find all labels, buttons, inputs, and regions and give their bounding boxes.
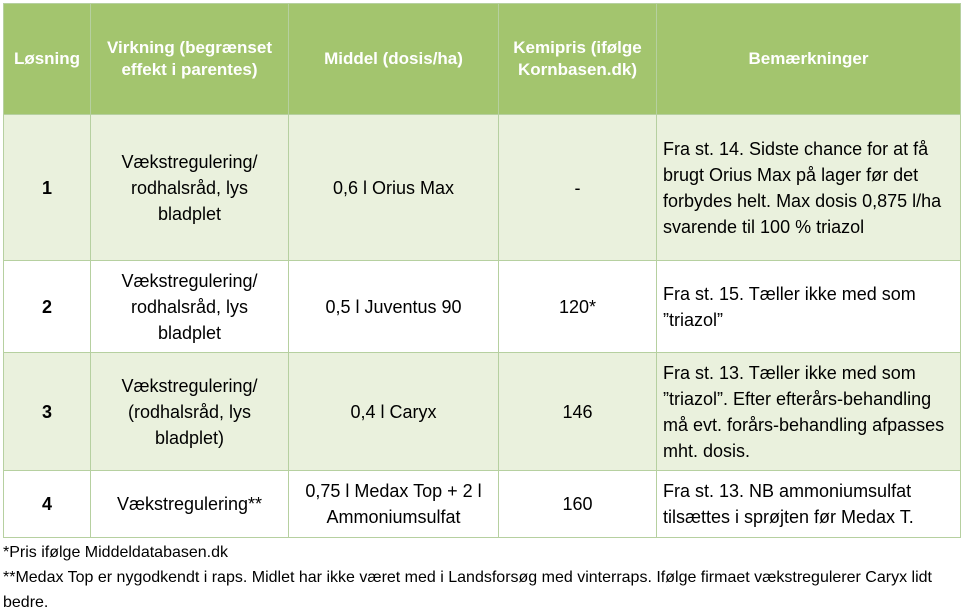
- header-losning: Løsning: [4, 4, 91, 115]
- cell-middel: 0,5 l Juventus 90: [289, 261, 499, 353]
- header-bemaerkninger: Bemærkninger: [657, 4, 961, 115]
- cell-bemaerkninger: Fra st. 15. Tæller ikke med som ”triazol”: [657, 261, 961, 353]
- cell-bemaerkninger: Fra st. 14. Sidste chance for at få brugt Orius Max på lager før det forbydes helt. Max dosis 0,875 l/ha svarende til 100 % triazol: [657, 115, 961, 261]
- cell-kemipris: 160: [499, 471, 657, 538]
- cell-middel: 0,4 l Caryx: [289, 353, 499, 471]
- cell-virkning: Vækstregulering**: [91, 471, 289, 538]
- header-middel: Middel (dosis/ha): [289, 4, 499, 115]
- cell-losning: 3: [4, 353, 91, 471]
- footnote-medax: **Medax Top er nygodkendt i raps. Midlet har ikke været med i Landsforsøg med vinterraps. Ifølge firmaet vækstregulerer Caryx lidt bedre.: [3, 569, 932, 611]
- treatment-table: [3, 3, 961, 538]
- footnote-price: *Pris ifølge Middeldatabasen.dk: [3, 544, 229, 561]
- header-virkning: Virkning (begrænset effekt i parentes): [91, 4, 289, 115]
- cell-kemipris: -: [499, 115, 657, 261]
- footnotes: [3, 540, 960, 615]
- table-row: [4, 471, 961, 538]
- cell-losning: 2: [4, 261, 91, 353]
- header-row: [4, 4, 961, 115]
- cell-bemaerkninger: Fra st. 13. NB ammoniumsulfat tilsættes i sprøjten før Medax T.: [657, 471, 961, 538]
- cell-virkning: Vækstregulering/ (rodhalsråd, lys bladplet): [91, 353, 289, 471]
- cell-bemaerkninger: Fra st. 13. Tæller ikke med som ”triazol”. Efter efterårs-behandling må evt. forårs-behandling afpasses mht. dosis.: [657, 353, 961, 471]
- table-row: [4, 261, 961, 353]
- table-row: [4, 115, 961, 261]
- cell-losning: 1: [4, 115, 91, 261]
- cell-kemipris: 146: [499, 353, 657, 471]
- table-row: [4, 353, 961, 471]
- cell-middel: 0,6 l Orius Max: [289, 115, 499, 261]
- cell-kemipris: 120*: [499, 261, 657, 353]
- cell-losning: 4: [4, 471, 91, 538]
- cell-virkning: Vækstregulering/ rodhalsråd, lys bladplet: [91, 115, 289, 261]
- cell-middel: 0,75 l Medax Top + 2 l Ammoniumsulfat: [289, 471, 499, 538]
- cell-virkning: Vækstregulering/ rodhalsråd, lys bladplet: [91, 261, 289, 353]
- header-kemipris: Kemipris (ifølge Kornbasen.dk): [499, 4, 657, 115]
